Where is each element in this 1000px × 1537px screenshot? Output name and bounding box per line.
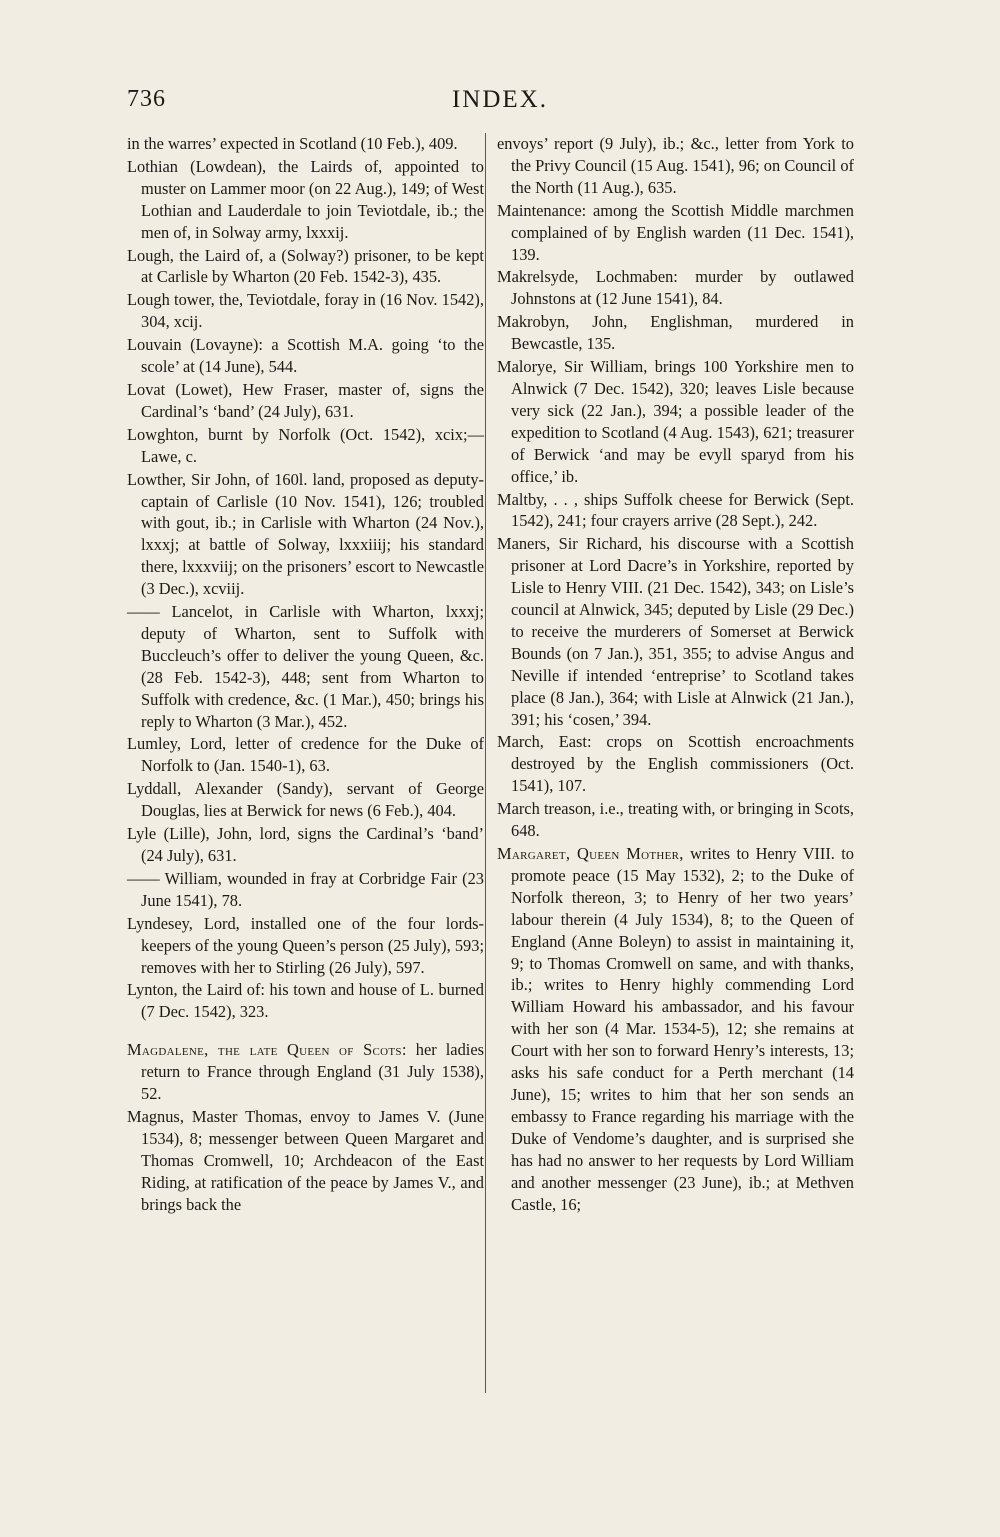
entry-text: March, East: crops on Scottish encroachments destroyed by the English commissioners (Oct. 1541), 107.: [497, 732, 854, 796]
index-entry: [497, 843, 854, 1215]
entry-text: her ladies return to France through England (31 July 1538), 52.: [141, 1040, 484, 1104]
index-column-right: [497, 133, 854, 1216]
entry-text: Maintenance: among the Scottish Middle marchmen complained of by English warden (11 Dec. 1541), 139.: [497, 200, 854, 264]
index-entry: [127, 379, 484, 423]
index-entry: [497, 489, 854, 533]
entry-text: envoys’ report (9 July), ib.; &c., letter from York to the Privy Council (15 Aug. 1541), 96; on Council of the North (11 Aug.), 635.: [497, 134, 854, 197]
index-entry: [127, 979, 484, 1023]
index-entry: [127, 823, 484, 867]
index-entry: [127, 868, 484, 912]
index-entry: [497, 798, 854, 842]
entry-text: Makrobyn, John, Englishman, murdered in Bewcastle, 135.: [497, 312, 854, 354]
page-number: 736: [127, 86, 166, 112]
entry-text: Maltby, . . , ships Suffolk cheese for Berwick (Sept. 1542), 241; four crayers arrive (28 Sept.), 242.: [497, 489, 854, 531]
entry-text: Lough, the Laird of, a (Solway?) prisoner, to be kept at Carlisle by Wharton (20 Feb. 1542-3), 435.: [127, 245, 484, 287]
index-entry: [127, 469, 484, 600]
entry-text: Lyle (Lille), John, lord, signs the Cardinal’s ‘band’ (24 July), 631.: [127, 824, 484, 865]
column-divider: [485, 133, 486, 1393]
entry-heading: Margaret, Queen Mother,: [497, 844, 684, 863]
index-entry: [497, 266, 854, 310]
index-entry: [497, 200, 854, 266]
entry-text: Lowther, Sir John, of 160l. land, proposed as deputy-captain of Carlisle (10 Nov. 1541), 126; troubled with gout, ib.; in Carlisle with Wharton (24 Nov.), lxxxj; at battle of Solway, lxxxiiij; his standard there, lxxxviij; on the prisoners’ escort to Newcastle (3 Dec.), xcviij.: [127, 469, 484, 599]
entry-text: Makrelsyde, Lochmaben: murder by outlawed Johnstons at (12 June 1541), 84.: [497, 267, 854, 309]
index-entry: [127, 778, 484, 822]
index-entry: [127, 334, 484, 378]
entry-text: Lyndesey, Lord, installed one of the four lords-keepers of the young Queen’s person (25 July), 593; removes with her to Stirling (26 July), 597.: [127, 913, 484, 977]
entry-text: Lothian (Lowdean), the Lairds of, appointed to muster on Lammer moor (on 22 Aug.), 149; of West Lothian and Lauderdale to join Teviotdale, ib.; the men of, in Solway army, lxxxij.: [127, 156, 484, 242]
entry-text: Magnus, Master Thomas, envoy to James V. (June 1534), 8; messenger between Queen Margaret and Thomas Cromwell, 10; Archdeacon of the East Riding, at ratification of the peace by James V., and brings back the: [127, 1106, 484, 1214]
index-entry: [127, 156, 484, 244]
page-title: INDEX.: [451, 86, 548, 113]
index-column-left: [127, 133, 484, 1217]
entry-text: Lumley, Lord, letter of credence for the Duke of Norfolk to (Jan. 1540-1), 63.: [127, 734, 484, 776]
entry-text: Maners, Sir Richard, his discourse with a Scottish prisoner at Lord Dacre’s in Yorkshire, reported by Lisle to Henry VIII. (21 Dec. 1542), 343; on Lisle’s council at Alnwick, 345; deputed by Lisle (29 Dec.) to receive the murderers of Somerset at Berwick Bounds (on 7 Jan.), 351, 355; to advise Angus and Neville if intended ‘entreprise’ to Scotland takes place (8 Jan.), 364; with Lisle at Alnwick (21 Jan.), 391; his ‘cosen,’ 394.: [497, 534, 854, 729]
entry-text: —— Lancelot, in Carlisle with Wharton, lxxxj; deputy of Wharton, sent to Suffolk with Buccleuch’s offer to deliver the young Queen, &c. (28 Feb. 1542-3), 448; sent from Wharton to Suffolk with credence, &c. (1 Mar.), 450; brings his reply to Wharton (3 Mar.), 452.: [127, 602, 484, 731]
entry-text: Lowghton, burnt by Norfolk (Oct. 1542), xcix;—Lawe, c.: [127, 424, 484, 466]
index-entry: [127, 601, 484, 732]
index-entry: [127, 733, 484, 777]
index-entry: [127, 289, 484, 333]
entry-text: Lynton, the Laird of: his town and house of L. burned (7 Dec. 1542), 323.: [127, 980, 484, 1022]
index-entry: [497, 133, 854, 199]
entry-text: March treason, i.e., treating with, or bringing in Scots, 648.: [497, 799, 854, 841]
entry-heading: Magdalene, the late Queen of Scots:: [127, 1040, 407, 1060]
entry-text: —— William, wounded in fray at Corbridge Fair (23 June 1541), 78.: [127, 868, 484, 910]
index-entry: [127, 913, 484, 979]
index-entry: [497, 311, 854, 355]
entry-text: Louvain (Lovayne): a Scottish M.A. going ‘to the scole’ at (14 June), 544.: [127, 335, 484, 377]
index-entry: [497, 731, 854, 797]
index-entry: [127, 133, 484, 155]
index-entry: [127, 245, 484, 289]
index-entry: [127, 424, 484, 468]
entry-text: in the warres’ expected in Scotland (10 Feb.), 409.: [127, 134, 458, 153]
entry-text: Lyddall, Alexander (Sandy), servant of George Douglas, lies at Berwick for news (6 Feb.), 404.: [127, 779, 484, 821]
index-entry: [497, 356, 854, 487]
index-entry: [127, 1106, 484, 1216]
entry-text: Lough tower, the, Teviotdale, foray in (16 Nov. 1542), 304, xcij.: [127, 290, 484, 332]
entry-text: Malorye, Sir William, brings 100 Yorkshire men to Alnwick (7 Dec. 1542), 320; leaves Lisle because very sick (22 Jan.), 394; a possible leader of the expedition to Scotland (4 Aug. 1543), 621; treasurer of Berwick ‘and may be evyll sparyd from his office,’ ib.: [497, 357, 854, 486]
index-entry: [127, 1039, 484, 1105]
entry-text: Lovat (Lowet), Hew Fraser, master of, signs the Cardinal’s ‘band’ (24 July), 631.: [127, 379, 484, 421]
entry-text: writes to Henry VIII. to promote peace (15 May 1532), 2; to the Duke of Norfolk thereon, 3; to Henry of her two years’ labour therein (4 July 1534), 8; to the Queen of England (Anne Boleyn) to assist in maintaining it, 9; to Thomas Cromwell on same, and with thanks, ib.; writes to Henry highly commending Lord William Howard his ambassador, and his favour with her son (4 Mar. 1534-5), 12; she remains at Court with her son to forward Henry’s interests, 13; asks his safe conduct for a Perth merchant (14 June), 15; writes to him that her son sends an embassy to France regarding his marriage with the Duke of Vendome’s daughter, and is surprised she has had no answer to her requests by Lord William and another messenger (23 June), ib.; at Methven Castle, 16;: [511, 844, 854, 1214]
index-entry: [497, 533, 854, 730]
